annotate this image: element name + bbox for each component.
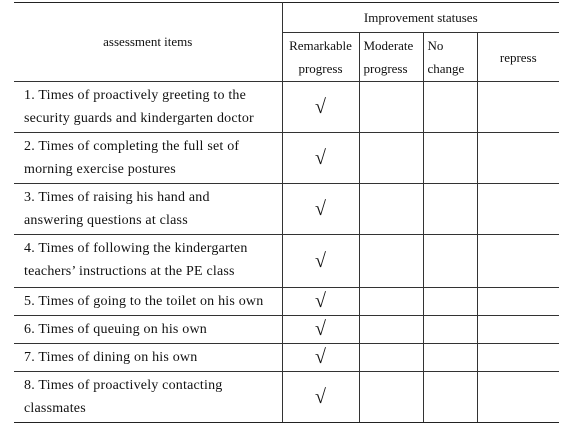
assessment-item: 7. Times of dining on his own bbox=[14, 344, 282, 372]
header-moderate-progress: Moderate progress bbox=[359, 33, 423, 82]
table-row bbox=[14, 235, 559, 288]
empty-cell bbox=[477, 316, 559, 344]
empty-cell bbox=[477, 288, 559, 316]
empty-cell bbox=[359, 184, 423, 235]
check-mark: √ bbox=[282, 82, 359, 133]
check-mark: √ bbox=[282, 344, 359, 372]
empty-cell bbox=[359, 372, 423, 423]
header-improvement-statuses: Improvement statuses bbox=[282, 3, 559, 33]
empty-cell bbox=[423, 133, 477, 184]
empty-cell bbox=[423, 344, 477, 372]
empty-cell bbox=[423, 288, 477, 316]
empty-cell bbox=[359, 288, 423, 316]
assessment-item: 5. Times of going to the toilet on his own bbox=[14, 288, 282, 316]
empty-cell bbox=[359, 344, 423, 372]
check-mark: √ bbox=[282, 133, 359, 184]
assessment-item: 4. Times of following the kindergarten teachers’ instructions at the PE class bbox=[14, 235, 282, 288]
empty-cell bbox=[423, 372, 477, 423]
empty-cell bbox=[423, 82, 477, 133]
table-row bbox=[14, 184, 559, 235]
check-mark: √ bbox=[282, 184, 359, 235]
empty-cell bbox=[477, 184, 559, 235]
empty-cell bbox=[477, 133, 559, 184]
check-mark: √ bbox=[282, 316, 359, 344]
assessment-table bbox=[14, 2, 559, 423]
assessment-item: 2. Times of completing the full set of morning exercise postures bbox=[14, 133, 282, 184]
header-assessment-items: assessment items bbox=[14, 3, 282, 82]
table-row bbox=[14, 316, 559, 344]
check-mark: √ bbox=[282, 372, 359, 423]
empty-cell bbox=[359, 235, 423, 288]
table-row bbox=[14, 288, 559, 316]
empty-cell bbox=[359, 82, 423, 133]
header-remarkable-progress: Remarkable progress bbox=[282, 33, 359, 82]
assessment-item: 8. Times of proactively contacting classmates bbox=[14, 372, 282, 423]
empty-cell bbox=[423, 184, 477, 235]
table-row bbox=[14, 344, 559, 372]
empty-cell bbox=[477, 372, 559, 423]
empty-cell bbox=[477, 235, 559, 288]
empty-cell bbox=[423, 235, 477, 288]
assessment-item: 1. Times of proactively greeting to the security guards and kindergarten doctor bbox=[14, 82, 282, 133]
check-mark: √ bbox=[282, 288, 359, 316]
table-row bbox=[14, 372, 559, 423]
header-repress: repress bbox=[477, 33, 559, 82]
assessment-item: 3. Times of raising his hand and answering questions at class bbox=[14, 184, 282, 235]
table-row bbox=[14, 82, 559, 133]
header-no-change: No change bbox=[423, 33, 477, 82]
table-row bbox=[14, 133, 559, 184]
assessment-item: 6. Times of queuing on his own bbox=[14, 316, 282, 344]
empty-cell bbox=[423, 316, 477, 344]
check-mark: √ bbox=[282, 235, 359, 288]
empty-cell bbox=[477, 82, 559, 133]
empty-cell bbox=[477, 344, 559, 372]
empty-cell bbox=[359, 133, 423, 184]
empty-cell bbox=[359, 316, 423, 344]
